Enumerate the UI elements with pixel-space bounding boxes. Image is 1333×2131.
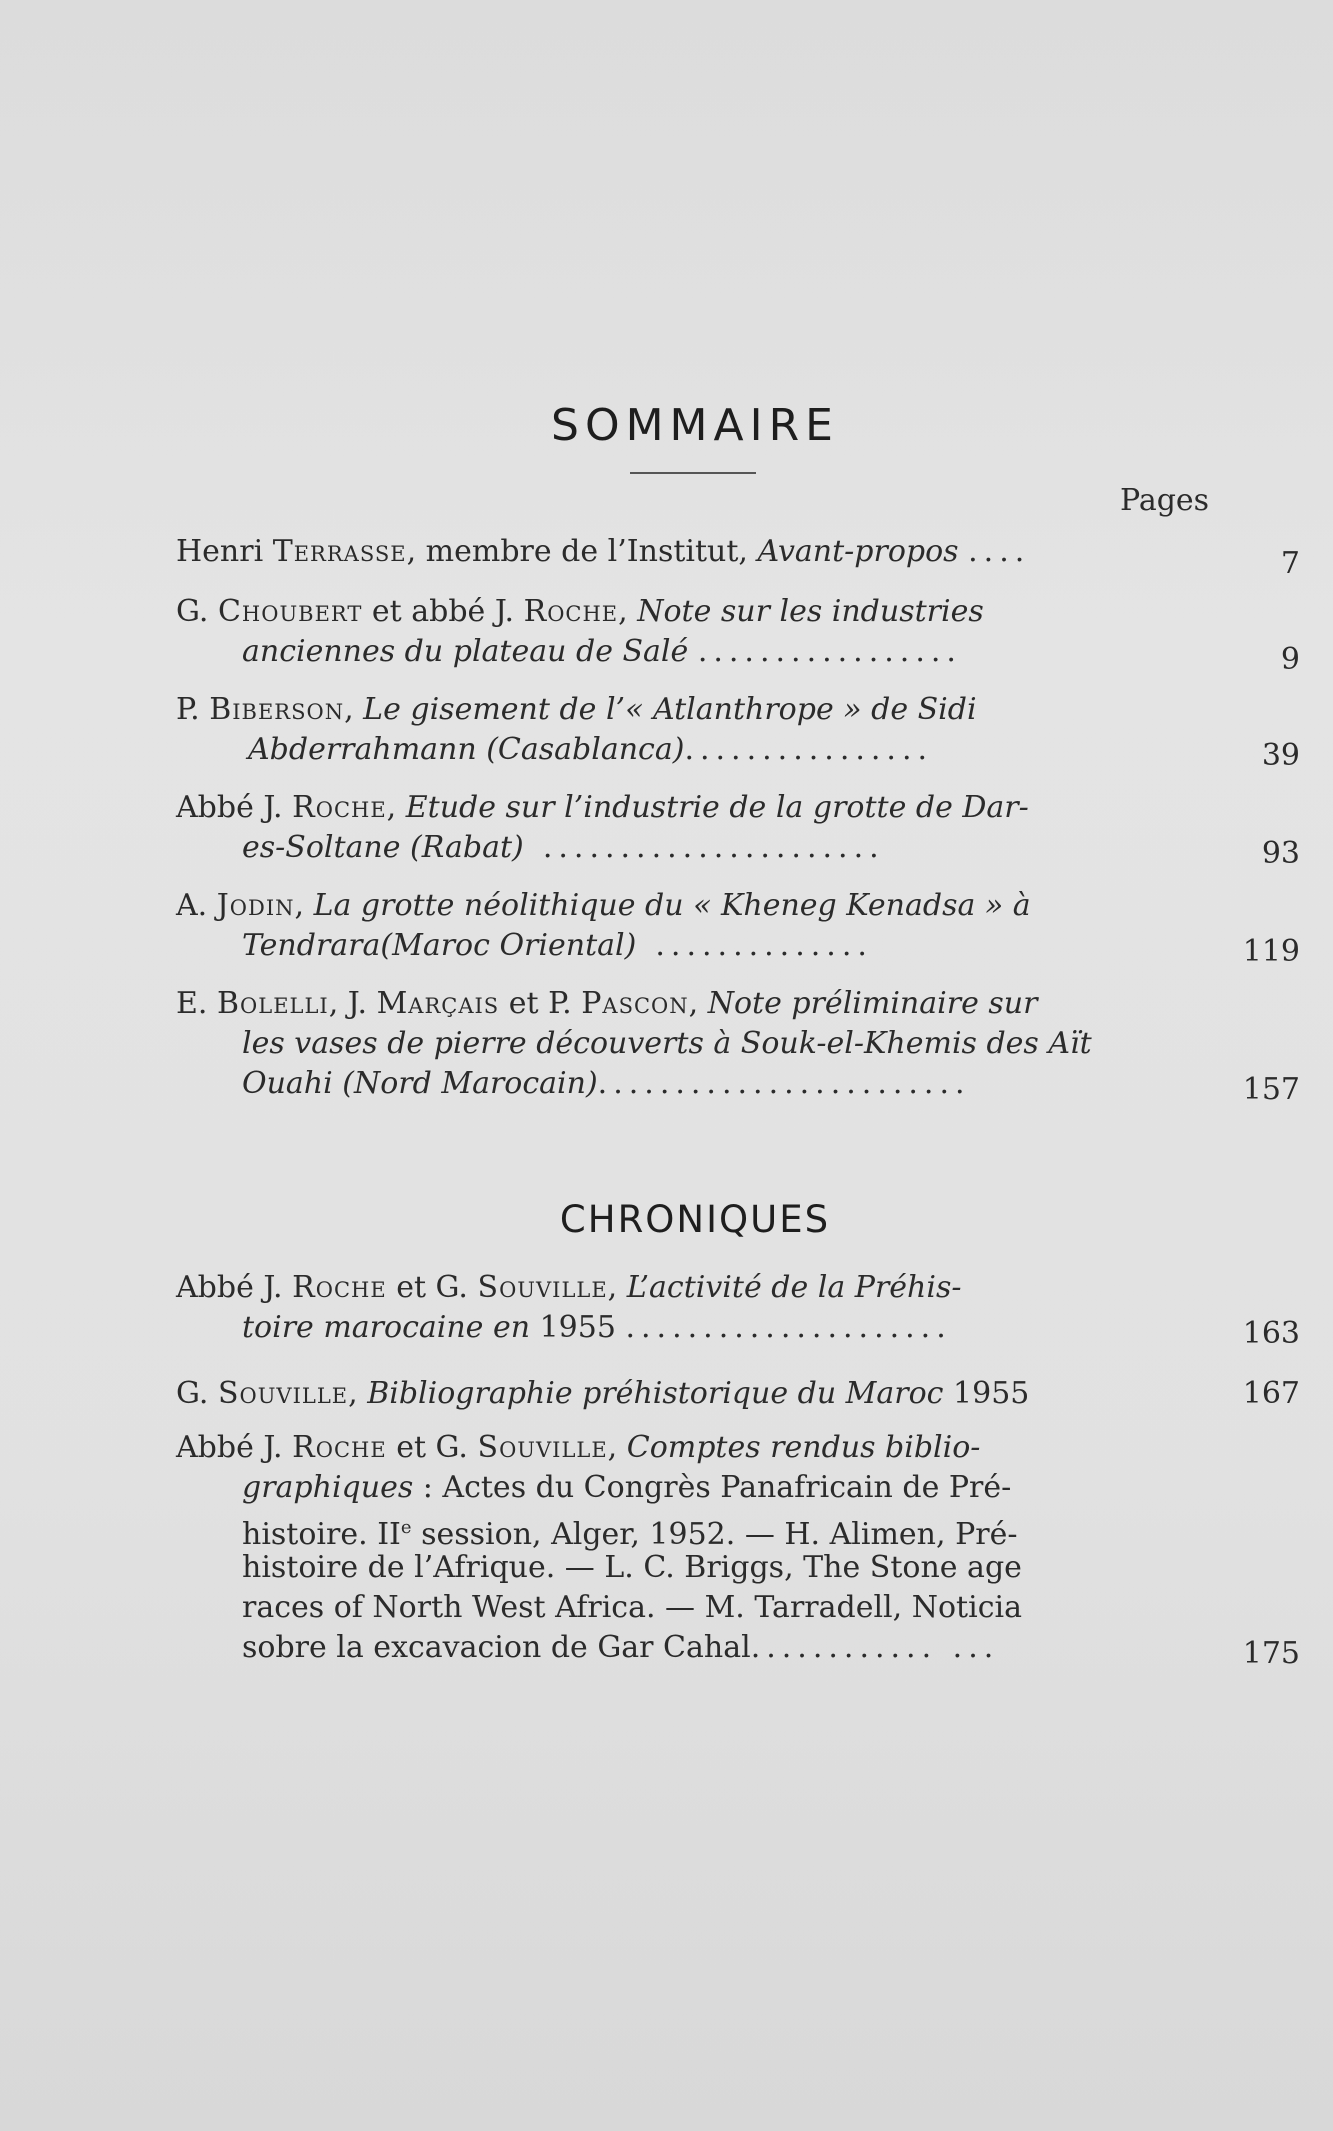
entry-title-cont: es-Soltane (Rabat) — [242, 830, 524, 865]
entry-title: Note préliminaire sur — [707, 986, 1038, 1021]
entry-author-name: Souville — [477, 1430, 608, 1465]
leader-dots: ................ — [684, 732, 934, 767]
pages-column-label: Pages — [1120, 483, 1210, 518]
toc-entry-terrasse — [176, 532, 1300, 581]
entry-author-name: Roche — [292, 790, 387, 825]
entry-author-join: et P. — [499, 986, 582, 1021]
entry-text: histoire. II — [242, 1517, 401, 1552]
entry-author-name: Terrasse — [272, 534, 407, 569]
entry-author: E. — [176, 986, 217, 1021]
leader-dots: .... — [968, 534, 1031, 569]
entry-title-cont: graphiques — [242, 1470, 414, 1505]
entry-text: : Actes du Congrès Panafricain de Pré- — [413, 1470, 1012, 1505]
sommaire-heading: SOMMAIRE — [551, 400, 839, 451]
leader-dots: ..................... — [625, 1310, 952, 1345]
entry-title: Comptes rendus biblio- — [626, 1430, 981, 1465]
entry-sep: , — [688, 986, 708, 1021]
entry-author-name: Marçais — [376, 986, 500, 1021]
page-number: 163 — [1242, 1316, 1300, 1351]
entry-year: 1955 — [530, 1310, 616, 1345]
entry-author: Abbé J. — [176, 790, 293, 825]
page-number: 167 — [1242, 1376, 1300, 1411]
entry-author-name: Souville — [217, 1376, 349, 1411]
entry-title-cont: toire marocaine en — [242, 1310, 531, 1345]
entry-author-name: Roche — [292, 1430, 387, 1465]
leader-dots: ................. — [697, 634, 962, 669]
leader-dots: ............ ... — [750, 1630, 1000, 1665]
entry-author-name: Roche — [523, 594, 619, 629]
page-number: 9 — [1280, 642, 1300, 677]
entry-text: sobre la excavacion de Gar Cahal — [242, 1630, 751, 1665]
leader-dots: ........................ — [597, 1066, 971, 1101]
entry-sep: , — [386, 790, 406, 825]
page-number: 175 — [1242, 1636, 1300, 1671]
entry-text: races of North West Africa. — M. Tarradell, Noticia — [242, 1590, 1022, 1625]
page-number: 93 — [1261, 836, 1300, 871]
toc-entry-choubert-roche — [176, 592, 1300, 677]
entry-year: 1955 — [943, 1376, 1030, 1411]
entry-author-suffix: , membre de l’Institut, — [406, 534, 758, 569]
entry-author-join: et G. — [386, 1270, 478, 1305]
entry-author: G. — [176, 1376, 218, 1411]
entry-title: L’activité de la Préhis- — [626, 1270, 962, 1305]
entry-sep: , — [607, 1270, 627, 1305]
entry-title: Le gisement de l’« Atlanthrope » de Sidi — [363, 692, 977, 727]
entry-author-name: Biberson — [209, 692, 345, 727]
page-number: 119 — [1242, 934, 1300, 969]
entry-author-name: Roche — [292, 1270, 387, 1305]
entry-sep: , — [344, 692, 364, 727]
entry-author-name: Jodin — [216, 888, 295, 923]
toc-entry-biberson — [176, 690, 1300, 773]
entry-author-join: et abbé J. — [362, 594, 524, 629]
heading-rule — [630, 472, 756, 474]
entry-title-cont: Abderrahmann (Casablanca) — [248, 732, 685, 767]
page-number: 39 — [1261, 738, 1300, 773]
entry-author-name: Souville — [477, 1270, 608, 1305]
entry-author-name: Pascon — [581, 986, 689, 1021]
toc-entry-jodin — [176, 886, 1300, 969]
entry-author: G. — [176, 594, 218, 629]
chron-entry-activite — [176, 1268, 1300, 1351]
entry-author-join: et G. — [386, 1430, 478, 1465]
entry-sep: , — [618, 594, 638, 629]
entry-author: A. — [176, 888, 217, 923]
page-number: 7 — [1280, 546, 1300, 581]
toc-entry-roche-dar-es-soltane — [176, 788, 1300, 871]
chroniques-heading: CHRONIQUES — [559, 1198, 831, 1241]
entry-title-cont: Ouahi (Nord Marocain) — [242, 1066, 598, 1101]
entry-title: Avant-propos — [757, 534, 959, 569]
leader-dots: ...................... — [542, 830, 885, 865]
toc-entry-bolelli-marcais-pascon — [176, 984, 1300, 1107]
entry-title: Etude sur l’industrie de la grotte de Dar- — [405, 790, 1029, 825]
superscript: e — [400, 1517, 412, 1538]
entry-title: La grotte néolithique du « Kheneg Kenadsa » à — [313, 888, 1031, 923]
entry-author-name: Bolelli — [216, 986, 329, 1021]
entry-title: Bibliographie préhistorique du Maroc — [367, 1376, 944, 1411]
entry-author: Abbé J. — [176, 1270, 293, 1305]
entry-text: session, Alger, 1952. — H. Alimen, Pré- — [411, 1517, 1018, 1552]
entry-sep: , — [294, 888, 314, 923]
leader-dots: .............. — [655, 928, 873, 963]
entry-author: Henri — [176, 534, 273, 569]
entry-title-cont: anciennes du plateau de Salé — [242, 634, 689, 669]
entry-text: histoire de l’Afrique. — L. C. Briggs, The Stone age — [242, 1550, 1022, 1585]
entry-author-name: Choubert — [217, 594, 363, 629]
entry-title-cont: Tendrara(Maroc Oriental) — [242, 928, 637, 963]
entry-title: Note sur les industries — [637, 594, 984, 629]
chron-entry-bibliographie — [176, 1374, 1300, 1414]
entry-sep: , — [607, 1430, 627, 1465]
entry-title-cont: les vases de pierre découverts à Souk-el-Khemis des Aït — [242, 1026, 1092, 1061]
entry-author: Abbé J. — [176, 1430, 293, 1465]
entry-author-join: , J. — [328, 986, 377, 1021]
entry-sep: , — [348, 1376, 368, 1411]
chron-entry-comptes-rendus — [176, 1428, 1300, 1671]
entry-author: P. — [176, 692, 210, 727]
page-number: 157 — [1242, 1072, 1300, 1107]
